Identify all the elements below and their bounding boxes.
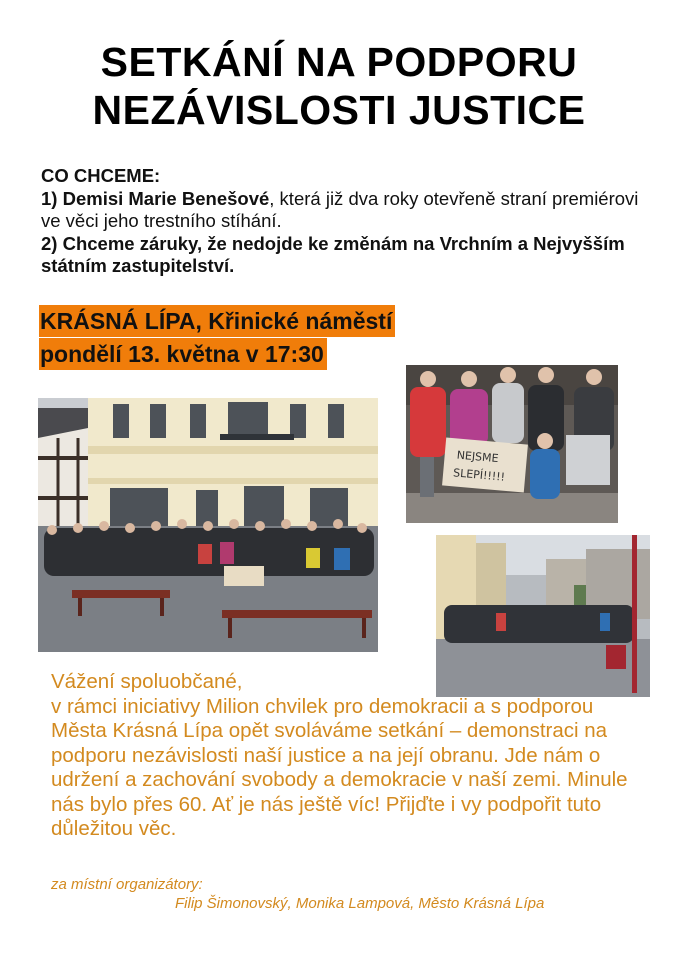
demand-1-text: , která již dva roky otevřeně straní premiérovi ve věci jeho trestního stíhání.: [41, 187, 639, 231]
title-line-2: NEZÁVISLOSTI JUSTICE: [92, 87, 586, 133]
event-datetime: pondělí 13. května v 17:30: [39, 338, 327, 370]
event-town: KRÁSNÁ LÍPA: [40, 308, 196, 334]
demands-heading: CO CHCEME:: [41, 165, 161, 186]
photo-group-with-sign: [406, 365, 618, 523]
organizers-names: Filip Šimonovský, Monika Lampová, Město Krásná Lípa: [175, 895, 545, 912]
letter-body: v rámci iniciativy Milion chvilek pro demokracii a s podporou Města Krásná Lípa opět svoláváme setkání – demonstraci na podporu nezávislosti naší justice a na její obranu. Jde nám o udržení a zachování svobody a demokracie v naší zemi. Minule nás bylo přes 60. Ať je nás ještě víc! Přijďte i vy podpořit tuto důležitou věc.: [51, 694, 628, 840]
demand-1: [41, 188, 641, 233]
demand-2-bold: 2) Chceme záruky, že nedojde ke změnám na Vrchním a Nejvyšším státním zastupitelství.: [41, 232, 625, 276]
letter-salutation: Vážení spoluobčané,: [51, 670, 243, 693]
poster-title: [0, 38, 678, 134]
title-line-1: SETKÁNÍ NA PODPORU: [100, 39, 578, 85]
event-location: [39, 305, 395, 337]
event-place: , Křinické náměstí: [195, 308, 393, 334]
demand-2: [41, 233, 641, 278]
demand-1-bold: 1) Demisi Marie Benešové: [41, 187, 270, 209]
letter-text: [51, 670, 641, 842]
sign-line-2: SLEPÍ!!!!!: [452, 466, 506, 484]
demands-section: [41, 165, 641, 278]
sign-line-1: NEJSME: [456, 448, 500, 466]
organizers-label: za místní organizátory:: [51, 876, 203, 893]
photo-town-hall-crowd: [38, 398, 378, 652]
